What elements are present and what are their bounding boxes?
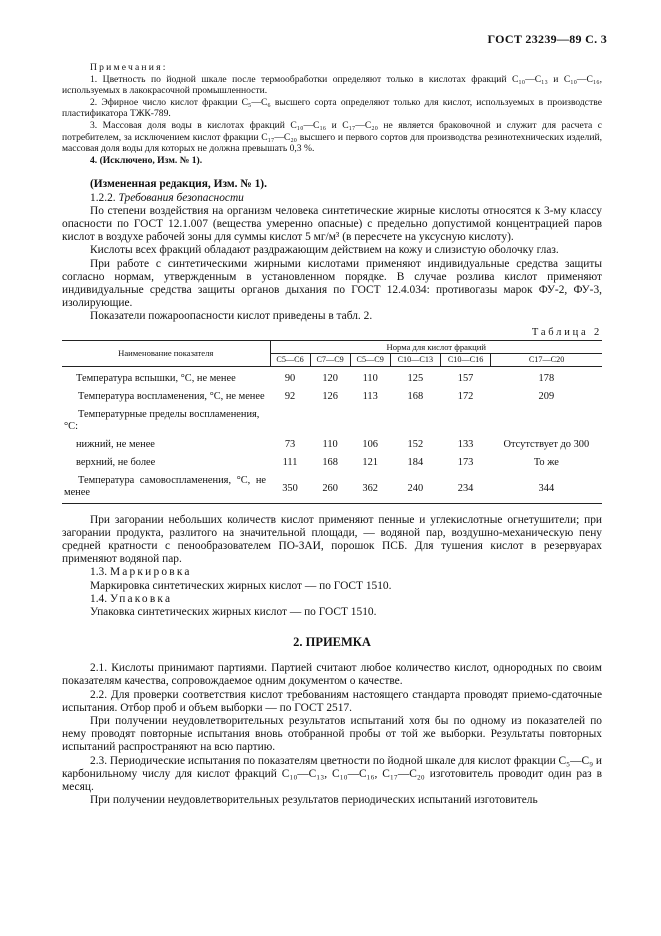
section-number: 1.2.2. — [90, 191, 116, 204]
table-cell: 110 — [362, 372, 378, 384]
edition-note: (Измененная редакция, Изм. № 1). — [90, 178, 267, 191]
table-row — [62, 457, 602, 469]
acceptance-para-5: При получении неудовлетворительных результатов периодических испытаний изготовитель — [90, 794, 538, 807]
table-cell: 209 — [538, 390, 555, 402]
table-cell: 234 — [457, 482, 474, 494]
table-cell: То же — [533, 456, 559, 468]
table-cell: 92 — [284, 390, 296, 402]
table-cell: Отсутствует до 300 — [503, 438, 590, 450]
table-row — [62, 373, 602, 385]
section-1-4-text: Упаковка синтетических жирных кислот — по ГОСТ 1510. — [90, 606, 377, 618]
section-2-title: 2. ПРИЕМКА — [293, 635, 371, 650]
table-header-fraction: C7—C9 — [310, 353, 350, 366]
acceptance-para-4: 2.3. Периодические испытания по показателям цветности по йодной шкале для кислот фракции C₅—C₉ и карбонильному числу для кислот фракций C₁₀—C₁₃, C₁₀—C₁₆, C₁₇—C₂₀ изготовитель проводит один раз в месяц. — [62, 754, 602, 794]
table-cell — [491, 409, 602, 433]
section-title: Упаковка — [109, 592, 173, 605]
section-1-4-heading — [62, 593, 602, 606]
table-cell: 106 — [362, 438, 378, 450]
table-cell: 178 — [538, 372, 555, 384]
section-1-3-text: Маркировка синтетических жирных кислот — по ГОСТ 1510. — [90, 579, 392, 592]
acceptance-para-3: При получении неудовлетворительных результатов испытаний хотя бы по одному из показателей по нему проводят повторные испытания вновь отобранной пробы от той же выборки. Результаты повторных испытаний распространяют на всю партию. — [62, 715, 602, 754]
table-header-fraction: C10—C13 — [390, 353, 440, 366]
table-cell: 110 — [322, 438, 338, 450]
table-cell — [310, 409, 350, 433]
table-cell: 90 — [284, 372, 296, 384]
table-cell: 240 — [407, 482, 424, 494]
note-3: 3. Массовая доля воды в кислотах фракций C₁₀—C₁₆ и C₁₇—C₂₀ не является браковочной и служит для расчета с потребителем, за исключением кислот фракции C₁₇—C₂₀ высшего и первого сортов для производства резинотехнических изделий, массовая доля воды для которых не должна превышать 0,3 %. — [62, 119, 602, 155]
table-cell: 350 — [282, 482, 298, 494]
safety-para-1: По степени воздействия на организм человека синтетические жирные кислоты относятся к 3-му классу опасности по ГОСТ 12.1.007 (вещества умеренно опасные) с предельно допустимой концентрацией паров кислот в воздухе рабочей зоны для суммы кислот 5 мг/м³ (в пересчете на уксусную кислоту). — [62, 204, 602, 244]
table-cell: 184 — [407, 456, 424, 468]
table-cell: 157 — [457, 372, 474, 384]
table-cell: 362 — [362, 482, 378, 494]
table-header-fraction: C10—C16 — [440, 353, 490, 366]
document-body — [62, 62, 602, 807]
table-cell: 152 — [407, 438, 424, 450]
table-cell-name: Температура самовоспламенения, °С, не менее — [64, 474, 266, 498]
table-cell-name: нижний, не менее — [76, 438, 155, 450]
notes-title: Примечания: — [90, 62, 168, 73]
section-number: 1.4. — [90, 592, 108, 605]
table-cell — [270, 409, 310, 433]
fire-extinguishing-para: При загорании небольших количеств кислот применяют пенные и углекислотные огнетушители; при загорании продукта, разлитого на значительной площади, — водяной пар, воздушно-механическую пену средней кратности с пенообразователем ПО-ЗАИ, порошок ПСБ. Для тушения кислот в резервуарах применяют водяной пар. — [62, 513, 602, 566]
table-cell: 120 — [322, 372, 338, 384]
table-cell — [350, 409, 390, 433]
table-cell: 125 — [407, 372, 424, 384]
table-cell: 121 — [362, 456, 378, 468]
fire-hazard-table — [62, 340, 602, 504]
notes-block — [62, 62, 602, 166]
table-cell: 168 — [322, 456, 338, 468]
table-header-norm: Норма для кислот фракций — [270, 340, 602, 353]
note-2: 2. Эфирное число кислот фракции C₅—C₆ высшего сорта определяют только для кислот, используемых в производстве пластификатора ТЖК-789. — [62, 96, 602, 120]
section-1-3-heading — [62, 566, 602, 579]
section-1-2-2-heading — [62, 192, 602, 205]
table-row — [62, 475, 602, 504]
table-cell: 260 — [322, 482, 338, 494]
table-caption: Таблица 2 — [531, 326, 602, 338]
table-cell-name: верхний, не более — [76, 456, 156, 468]
note-4: 4. (Исключено, Изм. № 1). — [90, 154, 203, 166]
table-cell: 73 — [284, 438, 296, 450]
table-cell-name: Температура воспламенения, °С, не менее — [78, 390, 265, 402]
section-title: Маркировка — [109, 566, 192, 579]
table-header-fraction: C17—C20 — [491, 353, 602, 366]
table-cell: 344 — [538, 482, 555, 494]
table-row — [62, 391, 602, 403]
table-cell: 173 — [457, 456, 474, 468]
table-header-fraction: C5—C9 — [350, 353, 390, 366]
table-cell: 172 — [457, 390, 474, 402]
table-header-name: Наименование показателя — [62, 340, 270, 366]
acceptance-para-1: 2.1. Кислоты принимают партиями. Партией считают любое количество кислот, однородных по своим показателям качества, сопровождаемое одним документом о качестве. — [62, 662, 602, 688]
table-header-fraction: C5—C6 — [270, 353, 310, 366]
table-cell — [440, 409, 490, 433]
table-cell-name: Температурные пределы воспламенения, °С: — [64, 408, 260, 432]
table-cell: 133 — [457, 438, 474, 450]
safety-para-2: Кислоты всех фракций обладают раздражающим действием на кожу и слизистую оболочку глаз. — [90, 244, 559, 257]
table-cell-name: Температура вспышки, °С, не менее — [76, 372, 236, 384]
acceptance-para-2: 2.2. Для проверки соответствия кислот требованиям настоящего стандарта проводят приемо-сдаточные испытания. Отбор проб и объем выборки — по ГОСТ 2517. — [62, 688, 602, 714]
section-title: Требования безопасности — [118, 191, 244, 204]
table-cell: 111 — [282, 456, 298, 468]
page-header: ГОСТ 23239—89 С. 3 — [487, 32, 607, 46]
safety-para-4: Показатели пожароопасности кислот приведены в табл. 2. — [90, 310, 373, 323]
table-cell: 126 — [322, 390, 338, 402]
section-number: 1.3. — [90, 566, 108, 579]
table-row — [62, 439, 602, 451]
table-row — [62, 409, 602, 433]
note-1: 1. Цветность по йодной шкале после термообработки определяют только в кислотах фракций C₁₀—C₁₃ и C₁₀—C₁₆, используемых в лакокрасочной промышленности. — [62, 73, 602, 97]
table-cell — [390, 409, 440, 433]
safety-para-3: При работе с синтетическими жирными кислотами применяют индивидуальные средства защиты согласно нормам, утвержденным в установленном порядке. В случае розлива кислот применяют индивидуальные средства защиты органов дыхания по ГОСТ 12.4.034: противогазы марок ФУ-2, ФУ-3, изолирующие. — [62, 257, 602, 310]
table-cell: 168 — [407, 390, 424, 402]
table-cell: 113 — [362, 390, 378, 402]
